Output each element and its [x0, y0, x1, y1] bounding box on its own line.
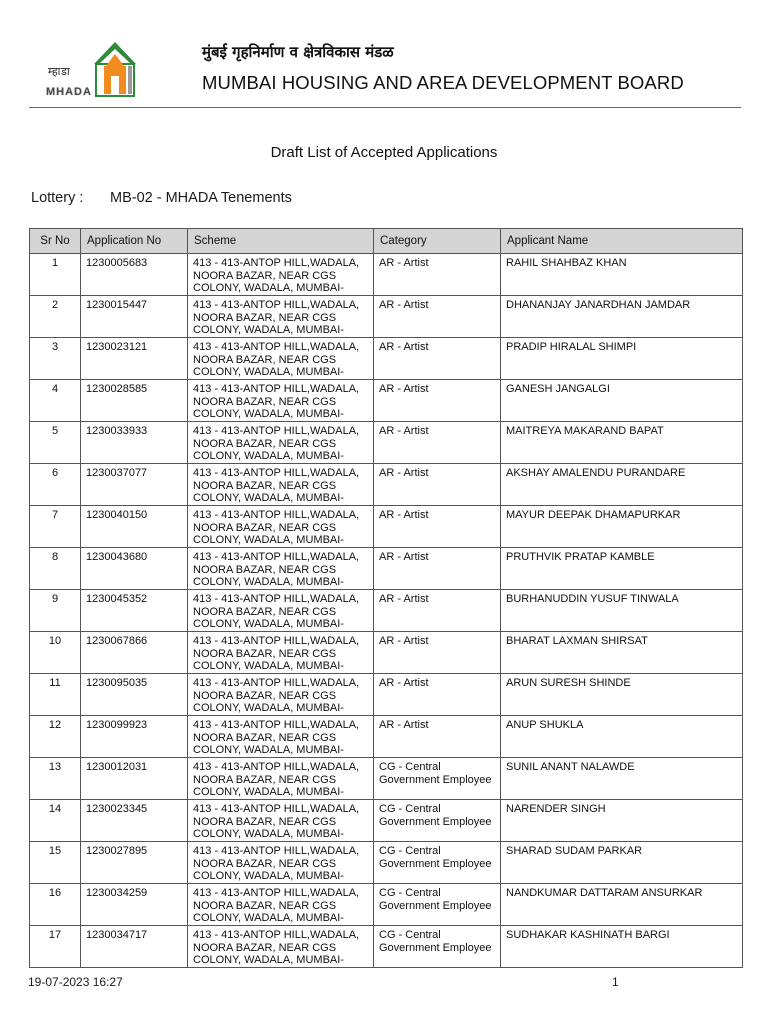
cell-application-no [81, 464, 188, 506]
cell-scheme [188, 884, 374, 926]
cell-scheme [188, 632, 374, 674]
cell-sr-no-text: 10 [48, 635, 62, 647]
cell-application-no-text: 1230095035 [86, 677, 148, 689]
cell-sr-no-text: 7 [51, 509, 59, 521]
table-row [30, 632, 743, 674]
cell-category-text: AR - Artist [379, 257, 429, 269]
cell-category [374, 338, 501, 380]
cell-category [374, 926, 501, 968]
cell-sr-no-text: 13 [48, 761, 62, 773]
table-row [30, 758, 743, 800]
cell-category-text: AR - Artist [379, 551, 429, 563]
cell-applicant-name [501, 800, 743, 842]
cell-applicant-name [501, 548, 743, 590]
cell-applicant-name-text: AKSHAY AMALENDU PURANDARE [506, 467, 686, 479]
lottery-value: MB-02 - MHADA Tenements [110, 190, 292, 206]
cell-application-no-text: 1230028585 [86, 383, 148, 395]
cell-sr-no-text: 12 [48, 719, 62, 731]
cell-category-text: AR - Artist [379, 719, 429, 731]
cell-application-no [81, 800, 188, 842]
table-row [30, 380, 743, 422]
table-row [30, 254, 743, 296]
cell-applicant-name [501, 254, 743, 296]
cell-category-text: AR - Artist [379, 341, 429, 353]
cell-category [374, 842, 501, 884]
cell-applicant-name [501, 674, 743, 716]
cell-scheme-text: 413 - 413-ANTOP HILL,WADALA, NOORA BAZAR, NEAR CGS COLONY, WADALA, MUMBAI- [193, 551, 360, 588]
table-row [30, 464, 743, 506]
cell-scheme-text: 413 - 413-ANTOP HILL,WADALA, NOORA BAZAR, NEAR CGS COLONY, WADALA, MUMBAI- [193, 383, 360, 420]
cell-application-no [81, 380, 188, 422]
cell-application-no-text: 1230045352 [86, 593, 148, 605]
table-row [30, 842, 743, 884]
cell-sr-no-text: 5 [51, 425, 59, 437]
cell-category [374, 380, 501, 422]
cell-application-no [81, 422, 188, 464]
column-header-applicant-name: Applicant Name [501, 229, 743, 254]
cell-scheme-text: 413 - 413-ANTOP HILL,WADALA, NOORA BAZAR, NEAR CGS COLONY, WADALA, MUMBAI- [193, 635, 360, 672]
cell-application-no-text: 1230099923 [86, 719, 148, 731]
cell-application-no [81, 842, 188, 884]
cell-sr-no [30, 716, 81, 758]
cell-sr-no-text: 15 [48, 845, 62, 857]
cell-scheme-text: 413 - 413-ANTOP HILL,WADALA, NOORA BAZAR, NEAR CGS COLONY, WADALA, MUMBAI- [193, 887, 360, 924]
cell-application-no-text: 1230023345 [86, 803, 148, 815]
cell-sr-no [30, 380, 81, 422]
cell-scheme [188, 422, 374, 464]
cell-sr-no [30, 296, 81, 338]
cell-applicant-name-text: NANDKUMAR DATTARAM ANSURKAR [506, 887, 703, 899]
cell-category-text: AR - Artist [379, 299, 429, 311]
cell-applicant-name [501, 632, 743, 674]
cell-category [374, 548, 501, 590]
column-header-sr-no: Sr No [30, 229, 81, 254]
cell-sr-no [30, 926, 81, 968]
cell-scheme [188, 800, 374, 842]
cell-scheme-text: 413 - 413-ANTOP HILL,WADALA, NOORA BAZAR, NEAR CGS COLONY, WADALA, MUMBAI- [193, 719, 360, 756]
cell-applicant-name-text: MAYUR DEEPAK DHAMAPURKAR [506, 509, 681, 521]
cell-sr-no [30, 758, 81, 800]
document-title: Draft List of Accepted Applications [270, 144, 498, 161]
cell-applicant-name [501, 590, 743, 632]
cell-application-no [81, 716, 188, 758]
cell-scheme-text: 413 - 413-ANTOP HILL,WADALA, NOORA BAZAR, NEAR CGS COLONY, WADALA, MUMBAI- [193, 299, 360, 336]
cell-category [374, 884, 501, 926]
cell-application-no [81, 632, 188, 674]
cell-sr-no-text: 8 [51, 551, 59, 563]
cell-applicant-name-text: DHANANJAY JANARDHAN JAMDAR [506, 299, 691, 311]
cell-category [374, 800, 501, 842]
footer-timestamp: 19-07-2023 16:27 [28, 975, 123, 989]
cell-applicant-name [501, 464, 743, 506]
cell-scheme-text: 413 - 413-ANTOP HILL,WADALA, NOORA BAZAR, NEAR CGS COLONY, WADALA, MUMBAI- [193, 467, 360, 504]
table-row [30, 926, 743, 968]
cell-applicant-name [501, 884, 743, 926]
table-row [30, 296, 743, 338]
cell-applicant-name-text: ANUP SHUKLA [506, 719, 584, 731]
table-row [30, 590, 743, 632]
cell-sr-no-text: 1 [51, 257, 59, 269]
cell-application-no [81, 884, 188, 926]
cell-applicant-name-text: RAHIL SHAHBAZ KHAN [506, 257, 627, 269]
cell-applicant-name [501, 506, 743, 548]
page-number: 1 [612, 975, 619, 989]
cell-scheme-text: 413 - 413-ANTOP HILL,WADALA, NOORA BAZAR, NEAR CGS COLONY, WADALA, MUMBAI- [193, 803, 360, 840]
cell-scheme [188, 254, 374, 296]
cell-scheme-text: 413 - 413-ANTOP HILL,WADALA, NOORA BAZAR, NEAR CGS COLONY, WADALA, MUMBAI- [193, 761, 360, 798]
column-header-category: Category [374, 229, 501, 254]
cell-sr-no [30, 464, 81, 506]
cell-application-no [81, 338, 188, 380]
cell-application-no [81, 296, 188, 338]
cell-applicant-name-text: BURHANUDDIN YUSUF TINWALA [506, 593, 679, 605]
cell-sr-no [30, 842, 81, 884]
cell-sr-no-text: 17 [48, 929, 62, 941]
cell-scheme-text: 413 - 413-ANTOP HILL,WADALA, NOORA BAZAR, NEAR CGS COLONY, WADALA, MUMBAI- [193, 929, 360, 966]
cell-category-text: AR - Artist [379, 593, 429, 605]
cell-application-no [81, 254, 188, 296]
table-row [30, 674, 743, 716]
cell-category-text: CG - Central Government Employee [379, 929, 492, 954]
cell-applicant-name-text: BHARAT LAXMAN SHIRSAT [506, 635, 648, 647]
cell-scheme-text: 413 - 413-ANTOP HILL,WADALA, NOORA BAZAR, NEAR CGS COLONY, WADALA, MUMBAI- [193, 509, 360, 546]
cell-category-text: AR - Artist [379, 425, 429, 437]
cell-scheme [188, 674, 374, 716]
cell-scheme [188, 380, 374, 422]
cell-application-no-text: 1230067866 [86, 635, 148, 647]
cell-category [374, 716, 501, 758]
house-icon [94, 40, 136, 98]
cell-application-no-text: 1230034717 [86, 929, 148, 941]
cell-sr-no [30, 506, 81, 548]
cell-category-text: CG - Central Government Employee [379, 887, 492, 912]
table-row [30, 716, 743, 758]
cell-scheme [188, 464, 374, 506]
cell-sr-no-text: 2 [51, 299, 59, 311]
cell-scheme [188, 506, 374, 548]
cell-applicant-name [501, 380, 743, 422]
cell-applicant-name [501, 422, 743, 464]
table-row [30, 548, 743, 590]
cell-scheme [188, 548, 374, 590]
cell-category-text: AR - Artist [379, 677, 429, 689]
cell-category [374, 590, 501, 632]
cell-category-text: CG - Central Government Employee [379, 845, 492, 870]
cell-application-no [81, 674, 188, 716]
table-header-row [30, 229, 743, 254]
cell-application-no [81, 758, 188, 800]
cell-sr-no [30, 338, 81, 380]
cell-scheme-text: 413 - 413-ANTOP HILL,WADALA, NOORA BAZAR, NEAR CGS COLONY, WADALA, MUMBAI- [193, 257, 360, 294]
mhada-logo [44, 40, 136, 100]
cell-applicant-name-text: PRUTHVIK PRATAP KAMBLE [506, 551, 655, 563]
cell-category [374, 422, 501, 464]
cell-applicant-name-text: PRADIP HIRALAL SHIMPI [506, 341, 637, 353]
cell-application-no-text: 1230012031 [86, 761, 148, 773]
cell-application-no-text: 1230023121 [86, 341, 148, 353]
cell-category-text: AR - Artist [379, 635, 429, 647]
cell-category-text: AR - Artist [379, 509, 429, 521]
cell-applicant-name-text: NARENDER SINGH [506, 803, 606, 815]
cell-sr-no [30, 422, 81, 464]
cell-category [374, 464, 501, 506]
cell-applicant-name-text: SHARAD SUDAM PARKAR [506, 845, 643, 857]
cell-category [374, 674, 501, 716]
cell-sr-no-text: 3 [51, 341, 59, 353]
cell-scheme-text: 413 - 413-ANTOP HILL,WADALA, NOORA BAZAR, NEAR CGS COLONY, WADALA, MUMBAI- [193, 677, 360, 714]
lottery-label: Lottery : [31, 190, 84, 206]
cell-sr-no [30, 548, 81, 590]
cell-applicant-name [501, 716, 743, 758]
cell-sr-no [30, 632, 81, 674]
cell-category-text: AR - Artist [379, 383, 429, 395]
board-name-marathi: मुंबई गृहनिर्माण व क्षेत्रविकास मंडळ [202, 43, 394, 61]
column-header-scheme: Scheme [188, 229, 374, 254]
cell-application-no-text: 1230037077 [86, 467, 148, 479]
cell-scheme [188, 842, 374, 884]
cell-application-no [81, 506, 188, 548]
cell-category-text: CG - Central Government Employee [379, 803, 492, 828]
page-header [0, 0, 768, 110]
cell-applicant-name [501, 338, 743, 380]
cell-scheme [188, 758, 374, 800]
cell-category [374, 296, 501, 338]
header-divider [29, 107, 741, 108]
cell-applicant-name-text: GANESH JANGALGI [506, 383, 610, 395]
cell-application-no-text: 1230040150 [86, 509, 148, 521]
cell-sr-no-text: 16 [48, 887, 62, 899]
cell-applicant-name [501, 842, 743, 884]
table-row [30, 884, 743, 926]
cell-sr-no [30, 590, 81, 632]
cell-applicant-name-text: SUNIL ANANT NALAWDE [506, 761, 635, 773]
cell-application-no-text: 1230005683 [86, 257, 148, 269]
cell-sr-no [30, 800, 81, 842]
cell-scheme [188, 926, 374, 968]
cell-applicant-name-text: ARUN SURESH SHINDE [506, 677, 631, 689]
cell-sr-no-text: 11 [49, 677, 61, 689]
cell-sr-no [30, 674, 81, 716]
cell-scheme [188, 590, 374, 632]
table-row [30, 506, 743, 548]
applications-table [29, 228, 743, 968]
cell-scheme-text: 413 - 413-ANTOP HILL,WADALA, NOORA BAZAR, NEAR CGS COLONY, WADALA, MUMBAI- [193, 341, 360, 378]
cell-category-text: CG - Central Government Employee [379, 761, 492, 786]
cell-sr-no-text: 4 [51, 383, 59, 395]
cell-category [374, 758, 501, 800]
cell-category [374, 254, 501, 296]
cell-scheme-text: 413 - 413-ANTOP HILL,WADALA, NOORA BAZAR, NEAR CGS COLONY, WADALA, MUMBAI- [193, 425, 360, 462]
cell-application-no [81, 926, 188, 968]
cell-category-text: AR - Artist [379, 467, 429, 479]
cell-application-no-text: 1230043680 [86, 551, 148, 563]
cell-application-no-text: 1230033933 [86, 425, 148, 437]
cell-category [374, 506, 501, 548]
cell-application-no-text: 1230034259 [86, 887, 148, 899]
cell-application-no-text: 1230015447 [86, 299, 148, 311]
cell-scheme [188, 296, 374, 338]
cell-scheme [188, 338, 374, 380]
logo-wordmark: MHADA [46, 86, 92, 98]
board-name-english: MUMBAI HOUSING AND AREA DEVELOPMENT BOARD [202, 72, 684, 93]
cell-applicant-name [501, 926, 743, 968]
cell-scheme-text: 413 - 413-ANTOP HILL,WADALA, NOORA BAZAR, NEAR CGS COLONY, WADALA, MUMBAI- [193, 593, 360, 630]
cell-scheme-text: 413 - 413-ANTOP HILL,WADALA, NOORA BAZAR, NEAR CGS COLONY, WADALA, MUMBAI- [193, 845, 360, 882]
table-row [30, 800, 743, 842]
cell-applicant-name-text: MAITREYA MAKARAND BAPAT [506, 425, 664, 437]
table-row [30, 338, 743, 380]
cell-applicant-name-text: SUDHAKAR KASHINATH BARGI [506, 929, 670, 941]
cell-applicant-name [501, 758, 743, 800]
cell-sr-no [30, 884, 81, 926]
cell-category [374, 632, 501, 674]
cell-applicant-name [501, 296, 743, 338]
cell-sr-no [30, 254, 81, 296]
cell-sr-no-text: 14 [48, 803, 62, 815]
cell-application-no-text: 1230027895 [86, 845, 148, 857]
cell-sr-no-text: 9 [51, 593, 59, 605]
cell-sr-no-text: 6 [51, 467, 59, 479]
cell-application-no [81, 590, 188, 632]
cell-application-no [81, 548, 188, 590]
logo-marathi-text: म्हाडा [48, 65, 71, 78]
cell-scheme [188, 716, 374, 758]
table-row [30, 422, 743, 464]
column-header-application-no: Application No [81, 229, 188, 254]
